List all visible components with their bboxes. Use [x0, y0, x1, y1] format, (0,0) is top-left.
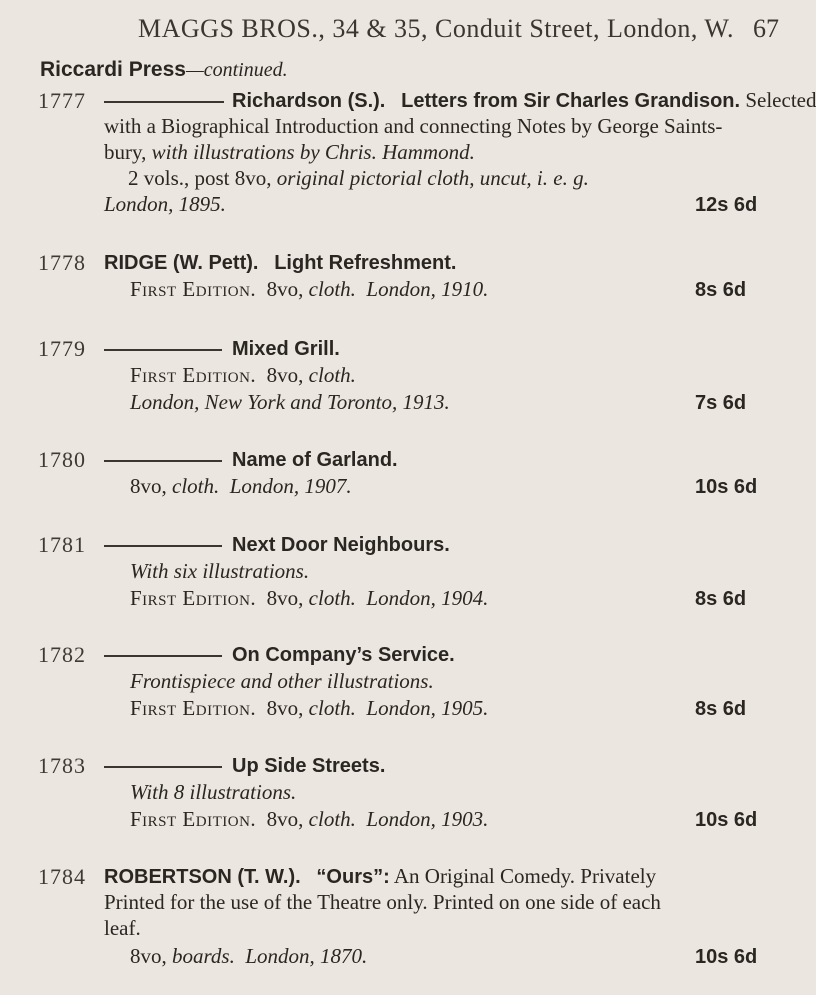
entry-description: Selected — [740, 88, 816, 112]
section-heading — [40, 58, 288, 82]
entry-imprint: London, New York and Toronto, 1913. — [130, 390, 450, 414]
entry-imprint: London, 1904. — [366, 586, 489, 610]
entry-format: 8vo, — [266, 586, 309, 610]
entry-line — [232, 447, 398, 472]
entry-description: with a Biographical Introduction and connecting Notes by George Saints- — [104, 114, 723, 138]
section-continued: —continued. — [185, 59, 288, 81]
lot-number: 1778 — [38, 250, 86, 275]
entry-line — [232, 88, 816, 113]
entry-line — [130, 559, 309, 583]
entry-edition: First Edition. — [130, 363, 257, 387]
entry-title: Mixed Grill. — [232, 338, 340, 360]
entry-imprint: London, 1870. — [245, 944, 368, 968]
entry-line — [232, 642, 455, 667]
entry-author: Richardson (S.). — [232, 90, 386, 112]
entry-binding: boards. — [172, 944, 235, 968]
entry-line — [232, 336, 340, 361]
entry-description: Printed for the use of the Theatre only. Printed on one side of each — [104, 890, 661, 914]
entry-line — [130, 363, 356, 387]
entry-title: Name of Garland. — [232, 449, 398, 471]
entry-edition: First Edition. — [130, 696, 257, 720]
entry-price: 10s 6d — [695, 476, 758, 498]
entry-line — [130, 390, 450, 414]
entry-price: 7s 6d — [695, 392, 747, 414]
ditto-dash — [104, 545, 222, 547]
entry-binding: cloth. — [308, 807, 356, 831]
entry-binding: cloth. — [308, 586, 356, 610]
entry-line — [130, 474, 352, 498]
entry-title: On Company’s Service. — [232, 644, 455, 666]
entry-line — [232, 532, 450, 557]
entry-edition: First Edition. — [130, 586, 257, 610]
running-header — [0, 6, 800, 46]
lot-number: 1784 — [38, 864, 86, 889]
entry-edition: First Edition. — [130, 277, 257, 301]
lot-number: 1783 — [38, 753, 86, 778]
entry-line — [232, 753, 385, 778]
section-name: Riccardi Press — [40, 58, 186, 81]
entry-description: leaf. — [104, 916, 141, 940]
entry-line — [130, 780, 296, 804]
running-title: MAGGS BROS., 34 & 35, Conduit Street, London, W. — [138, 14, 735, 43]
entry-line — [104, 140, 475, 164]
entry-price: 8s 6d — [695, 588, 747, 610]
lot-number: 1782 — [38, 642, 86, 667]
entry-title: Up Side Streets. — [232, 755, 386, 777]
entry-binding: cloth. — [308, 696, 356, 720]
entry-binding: cloth. — [308, 363, 356, 387]
lot-number: 1779 — [38, 336, 86, 361]
entry-illustrations: with illustrations by Chris. Hammond. — [151, 140, 475, 164]
entry-line — [104, 250, 456, 275]
entry-line — [130, 944, 367, 968]
entry-line — [104, 890, 661, 914]
lot-number: 1781 — [38, 532, 86, 557]
entry-binding: original pictorial cloth, uncut, i. e. g. — [276, 166, 589, 190]
entry-line — [128, 166, 589, 190]
lot-number: 1780 — [38, 447, 86, 472]
entry-line — [130, 669, 434, 693]
entry-author: ROBERTSON (T. W.). — [104, 866, 301, 888]
entry-line — [130, 696, 488, 720]
entry-price: 10s 6d — [695, 946, 758, 968]
entry-format: 8vo, — [266, 363, 309, 387]
entry-imprint: London, 1903. — [366, 807, 489, 831]
ditto-dash — [104, 766, 222, 768]
entry-description: bury, — [104, 140, 152, 164]
entry-illustrations: With 8 illustrations. — [130, 780, 297, 804]
entry-format: 8vo, — [266, 696, 309, 720]
entry-line — [130, 586, 488, 610]
entry-imprint: London, 1905. — [366, 696, 489, 720]
entry-title: “Ours”: — [316, 866, 390, 888]
ditto-dash — [104, 655, 222, 657]
entry-price: 8s 6d — [695, 698, 747, 720]
lot-number: 1777 — [38, 88, 86, 113]
entry-line — [130, 277, 488, 301]
entry-format: 8vo, — [266, 807, 309, 831]
entry-illustrations: With six illustrations. — [130, 559, 310, 583]
entry-illustrations: Frontispiece and other illustrations. — [130, 669, 434, 693]
entry-price: 8s 6d — [695, 279, 747, 301]
ditto-dash — [104, 101, 224, 103]
entry-imprint: London, 1895. — [104, 192, 226, 216]
entry-line — [130, 807, 488, 831]
entry-imprint: London, 1907. — [229, 474, 352, 498]
entry-binding: cloth. — [172, 474, 220, 498]
entry-binding: cloth. — [308, 277, 356, 301]
entry-format: 8vo, — [130, 474, 172, 498]
entry-imprint: London, 1910. — [366, 277, 489, 301]
entry-edition: First Edition. — [130, 807, 257, 831]
ditto-dash — [104, 349, 222, 351]
entry-title: Next Door Neighbours. — [232, 534, 450, 556]
ditto-dash — [104, 460, 222, 462]
entry-format: 2 vols., post 8vo, — [128, 166, 277, 190]
entry-title: Light Refreshment. — [274, 252, 457, 274]
entry-title: Letters from Sir Charles Grandison. — [401, 90, 741, 112]
entry-format: 8vo, — [130, 944, 172, 968]
entry-price: 12s 6d — [695, 194, 758, 216]
entry-line — [104, 864, 656, 889]
entry-author: RIDGE (W. Pett). — [104, 252, 259, 274]
page-number: 67 — [753, 14, 779, 43]
entry-price: 10s 6d — [695, 809, 758, 831]
entry-format: 8vo, — [266, 277, 309, 301]
entry-line — [104, 114, 722, 138]
entry-line — [104, 916, 141, 940]
entry-description: An Original Comedy. Privately — [389, 864, 657, 888]
entry-line — [104, 192, 226, 216]
